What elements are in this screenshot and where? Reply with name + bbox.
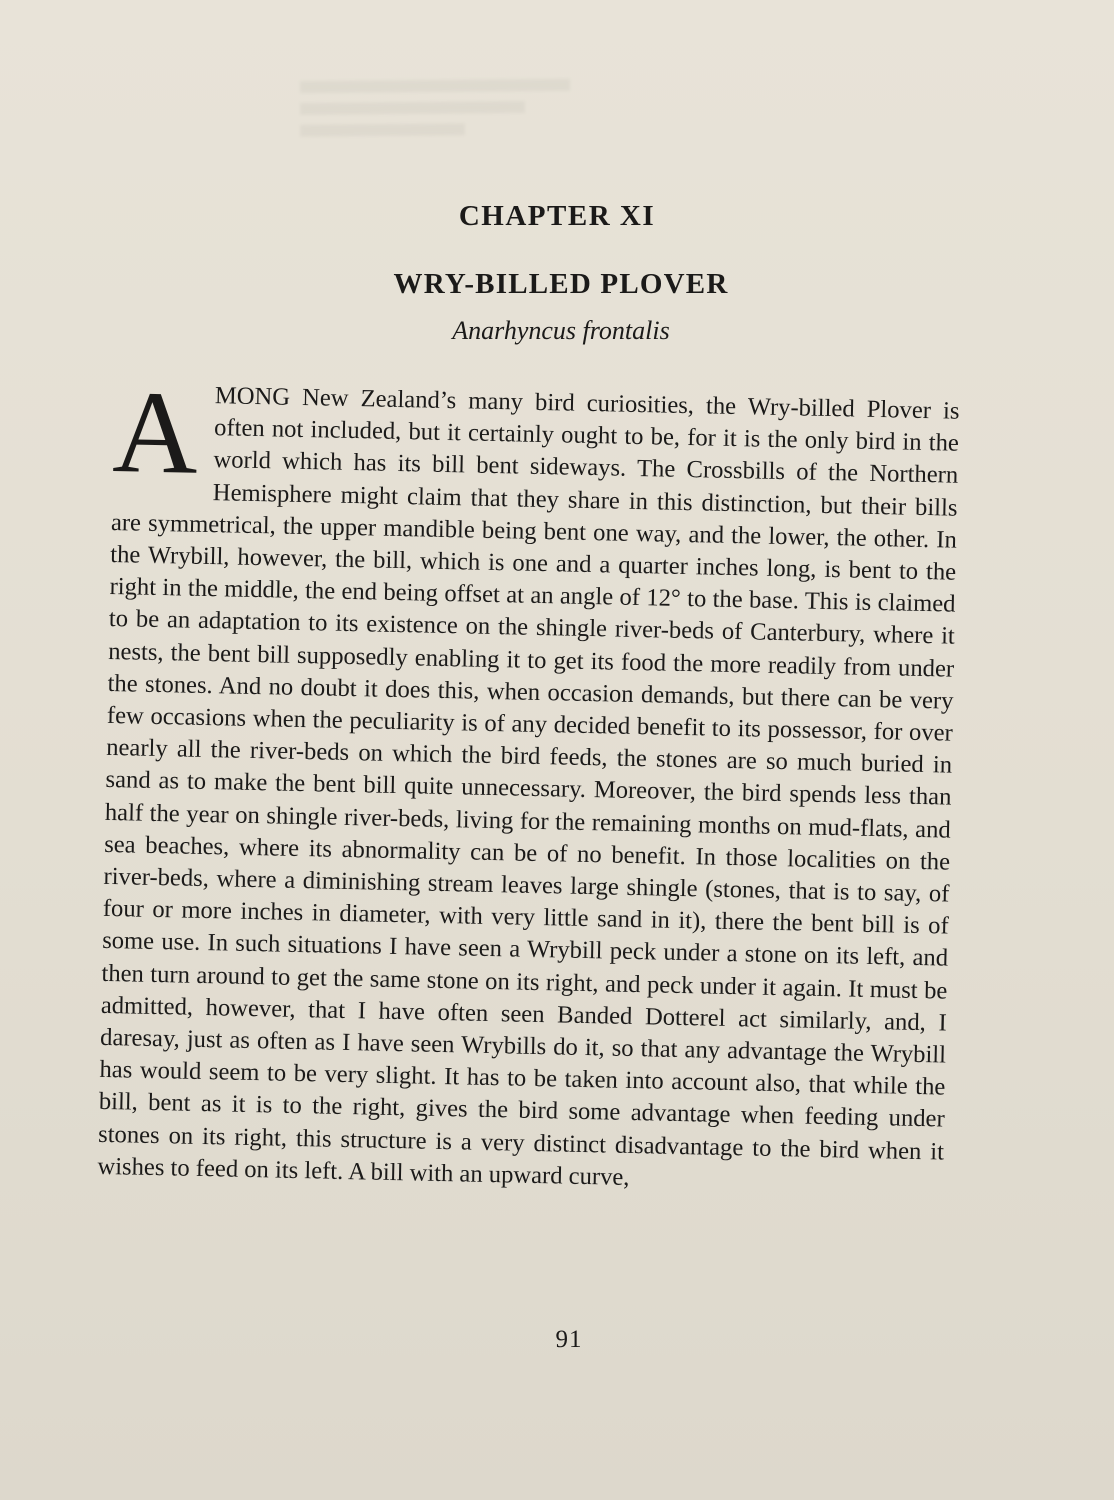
scientific-name: Anarhyncus frontalis (452, 316, 670, 345)
page-number: 91 (555, 1326, 583, 1353)
paragraph-text: MONG New Zealand’s many bird curiosities, the Wry-billed Plover is often not included, but it certainly ought to be, for it is the only bird in the world which has its bill bent sideways. The Crossbills of the Northern Hemisphere might claim that they share in this distinction, but their bills are symmetrical, the upper mandible being bent one way, and the lower, the other. In the Wrybill, however, the bill, which is one and a quarter inches long, is bent to the right in the middle, the end being offset at an angle of 12° to the base. This is claimed to be an adaptation to its existence on the shingle river-beds of Canterbury, where it nests, the bent bill supposedly enabling it to get its food the more readily from under the stones. And no doubt it does this, when occasion demands, but there can be very few occasions when the peculiarity is of any decided benefit to its possessor, for over nearly all the river-beds on which the bird feeds, the stones are so much buried in sand as to make the bent bill quite unnecessary. Moreover, the bird spends less than half the year on shingle river-beds, living for the remaining months on mud-flats, and sea beaches, where its abnormality can be of no benefit. In those localities on the river-beds, where a diminishing stream leaves large shingle (stones, that is to say, of four or more inches in diameter, with very little sand in it), there the bent bill is of some use. In such situations I have seen a Wrybill peck under a stone on its left, and then turn around to get the same stone on its right, and peck under it again. It must be admitted, however, that I have often seen Banded Dotterel act similarly, and, I daresay, just as often as I have seen Wrybills do it, so that any advantage the Wrybill has would seem to be very slight. It has to be taken into account also, that while the bill, bent as it is to the right, gives the bird some advantage when feeding under stones on its right, this structure is a very distinct disadvantage to the bird when it wishes to feed on its left. A bill with an upward curve, (97, 382, 960, 1191)
body-paragraph (97, 366, 960, 1201)
chapter-heading: CHAPTER XI (458, 200, 656, 232)
show-through-text (300, 70, 600, 180)
drop-cap: A (111, 366, 200, 499)
chapter-title: WRY-BILLED PLOVER (393, 268, 729, 300)
